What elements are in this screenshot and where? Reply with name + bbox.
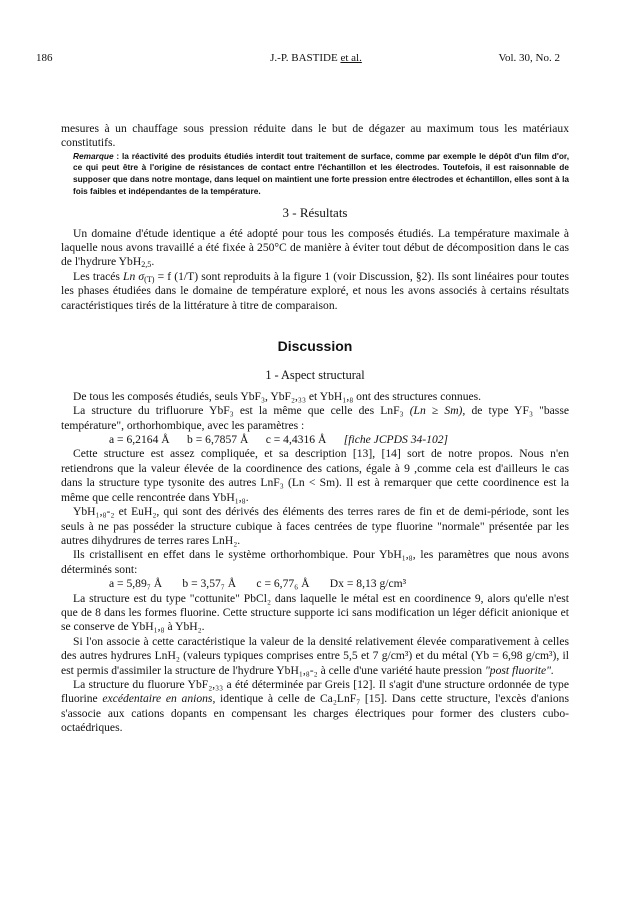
d2-rest: de type YF₃ "basse température", orthorhombique, avec les paramètres : bbox=[61, 404, 569, 432]
results-p1-subscript: 2,5 bbox=[141, 260, 152, 270]
d8-rest: identique à celle de Ca₂LnF₇ [15]. Dans cette structure, l'excès d'anions s'associe aux cations dopants en compensant les charges électriques pour former des clusters cubo-octaédriques. bbox=[61, 692, 569, 735]
page-number: 186 bbox=[36, 52, 53, 64]
discussion-paragraph-1: De tous les composés étudiés, seuls YbF₃, YbF₂,₃₃ et YbH₁,₈ ont des structures connues. bbox=[73, 389, 482, 403]
parameters-line-ybf3 bbox=[61, 433, 569, 447]
results-p1-end: . bbox=[151, 255, 155, 269]
volume-info: Vol. 30, No. 2 bbox=[498, 52, 560, 64]
remark-text: : la réactivité des produits étudiés interdit tout traitement de surface, comme par exemple le dépôt d'un film d'or, ce qui peut être à l'origine de résistances de contact entre l'échantillon et les électrodes. Toutefois, il est raisonnable de supposer que dans notre montage, dans lequel on maintient une forte pression entre électrodes et échantillon, elles sont à la fois faibles et indépendantes de la température. bbox=[73, 150, 569, 196]
results-p2-lead: Les tracés bbox=[73, 269, 124, 283]
params-ybf3-reference: [fiche JCPDS 34-102] bbox=[343, 433, 449, 447]
section-heading-results: 3 - Résultats bbox=[282, 205, 348, 221]
results-p2-formula: Ln σ bbox=[123, 269, 145, 283]
d2-lead: La structure du trifluorure YbF₃ est la même que celle des LnF₃ bbox=[73, 404, 410, 418]
running-head-authors bbox=[236, 52, 396, 64]
results-paragraph-2 bbox=[61, 270, 569, 313]
d8-italic: excédentaire en anions, bbox=[102, 692, 216, 706]
d2-italic: (Ln ≥ Sm), bbox=[409, 404, 466, 418]
d7-lead: Si l'on associe à cette caractéristique la valeur de la densité relativement élevée comparativement à celles des autres hydrures LnH₂ (valeurs typiques comprises entre 5,5 et 7 g/cm³) et du métal (Yb = 6,98 g/cm³), il est permis d'assimiler la structure de l'hydrure YbH₁,₈-₂ à celle d'une variété haute pression bbox=[61, 634, 569, 677]
discussion-paragraph-6: La structure est du type "cottunite" PbCl₂ dans laquelle le métal est en coordinence 9, alors qu'elle n'est que de 8 dans les formes fluorine. Cette structure supporte ici sans modification un léger déficit anionique et se conserve de YbH₁,₈ à YbH₂. bbox=[61, 591, 569, 634]
results-p2-rest: = f (1/T) sont reproduits à la figure 1 (voir Discussion, §2). Ils sont linéaires pour toutes les phases étudiées dans le domaine de température exploré, et nous les avons associés à certains résultats caractéristiques tirés de la littérature à titre de comparaison. bbox=[61, 269, 569, 312]
intro-paragraph: mesures à un chauffage sous pression réduite dans le but de dégazer au maximum tous les matériaux constitutifs. bbox=[61, 122, 569, 150]
article-body bbox=[61, 122, 569, 736]
discussion-paragraph-5: Ils cristallisent en effet dans le système orthorhombique. Pour YbH₁,₈, les paramètres que nous avons déterminés sont: bbox=[61, 548, 569, 576]
remark-paragraph bbox=[61, 151, 569, 197]
author-name: J.-P. BASTIDE bbox=[270, 52, 338, 64]
params-ybf3-values: a = 6,2164 Å b = 6,7857 Å c = 4,4316 Å bbox=[109, 433, 344, 447]
discussion-paragraph-4: YbH₁,₈-₂ et EuH₂, qui sont des dérivés des éléments des terres rares de fin et de demi-période, sont les seuls à ne pas posséder la structure cubique à faces centrées de type fluorine "normale" présentée par les autres dihydrures de terres rares LnH₂. bbox=[61, 505, 569, 547]
results-paragraph-1 bbox=[61, 227, 569, 270]
d7-italic: "post fluorite". bbox=[484, 663, 554, 677]
discussion-paragraph-3: Cette structure est assez compliquée, et sa description [13], [14] sort de notre propos. Nous n'en retiendrons que la valeur élevée de la coordinence des cations, égale à 9 ,comme cela est d'ailleurs le cas dans la structure type tysonite des autres LnF₃ (Ln < Sm). Il est à remarquer que cette coordinence est la même que celle rencontrée dans YbH₁,₈. bbox=[61, 447, 569, 504]
results-p1-text: Un domaine d'étude identique a été adopté pour tous les composés étudiés. La température maximale à laquelle nous avons travaillé a été fixée à 250°C de manière à éviter tout début de décomposition dans le cas de l'hydrure YbH bbox=[61, 226, 569, 269]
discussion-paragraph-7 bbox=[61, 635, 569, 678]
author-etal: et al. bbox=[340, 52, 362, 64]
discussion-paragraph-2 bbox=[61, 404, 569, 433]
discussion-paragraph-8 bbox=[61, 678, 569, 736]
d8-lead: La structure du fluorure YbF₂,₃₃ a été déterminée par Greis [12]. Il s'agit d'une structure ordonnée de type fluorine bbox=[61, 677, 569, 706]
results-p2-formula-subscript: (T) bbox=[144, 274, 155, 284]
subsection-heading-structural: 1 - Aspect structural bbox=[265, 368, 365, 383]
discussion-heading: Discussion bbox=[277, 338, 353, 355]
remark-label: Remarque bbox=[73, 150, 114, 161]
parameters-line-ybh: a = 5,89₇ Å b = 3,57₇ Å c = 6,77₆ Å Dx = 8,13 g/cm³ bbox=[109, 577, 407, 591]
